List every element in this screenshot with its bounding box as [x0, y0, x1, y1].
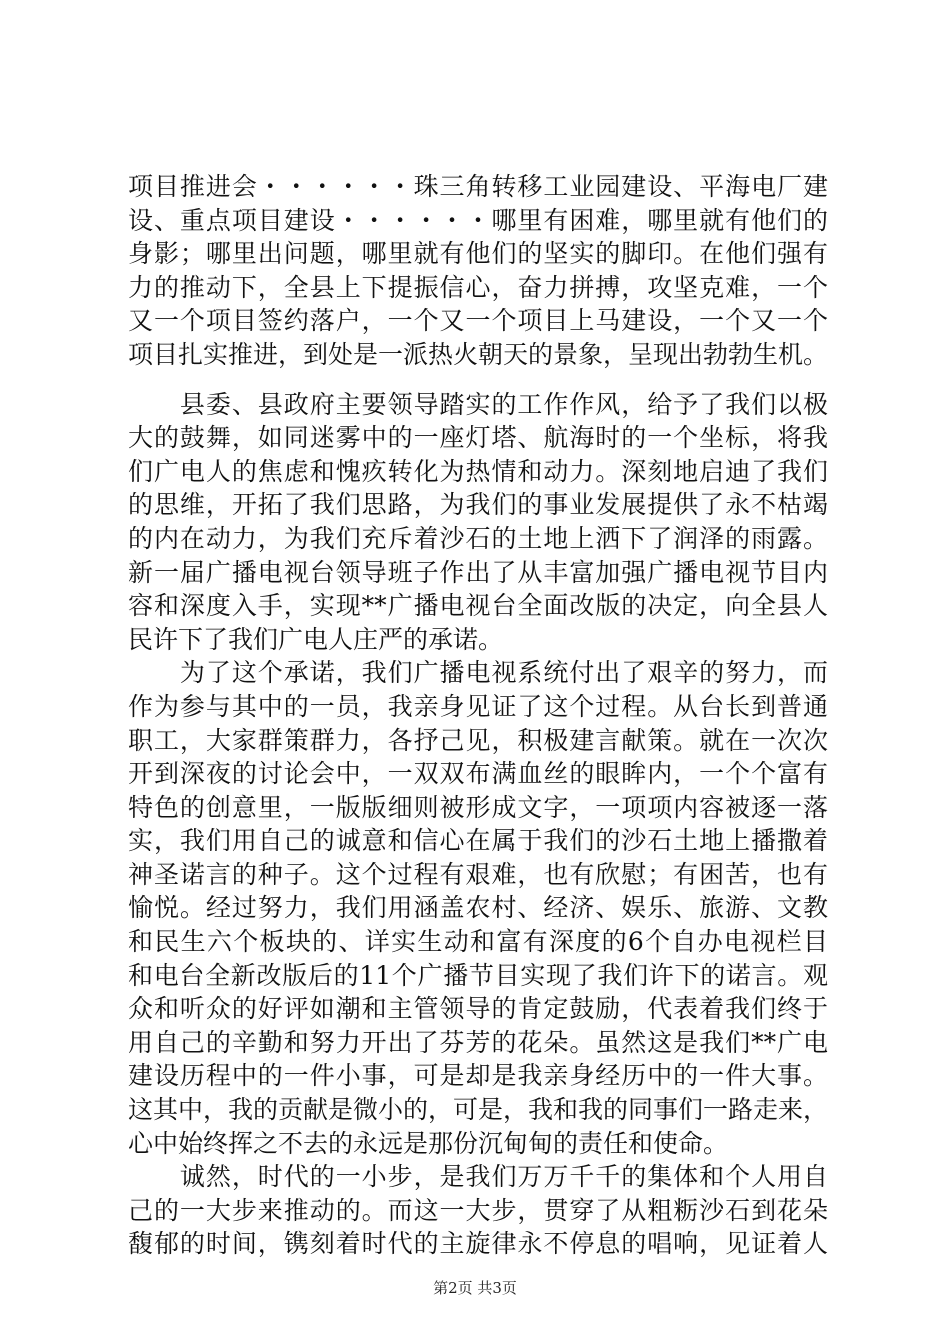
text-line: 的思维，开拓了我们思路，为我们的事业发展提供了永不枯竭	[128, 490, 828, 520]
text-line: 容和深度入手，实现**广播电视台全面改版的决定，向全县人	[128, 591, 828, 621]
paragraph-1	[128, 170, 828, 372]
paragraph-4	[128, 1160, 828, 1261]
paragraph-2	[128, 388, 828, 657]
text-line: 的内在动力，为我们充斥着沙石的土地上洒下了润泽的雨露。	[128, 523, 828, 553]
text-line: 项目扎实推进，到处是一派热火朝天的景象，呈现出勃勃生机。	[128, 339, 829, 369]
text-line: 为了这个承诺，我们广播电视系统付出了艰辛的努力，而	[128, 658, 828, 688]
text-line: 馥郁的时间，镌刻着时代的主旋律永不停息的唱响，见证着人	[128, 1229, 828, 1259]
text-line: 大的鼓舞，如同迷雾中的一座灯塔、航海时的一个坐标，将我	[128, 423, 828, 453]
text-line: 用自己的辛勤和努力开出了芬芳的花朵。虽然这是我们**广电	[128, 1027, 828, 1057]
text-line: 新一届广播电视台领导班子作出了从丰富加强广播电视节目内	[128, 557, 828, 587]
page-footer	[0, 1277, 950, 1298]
text-line: 作为参与其中的一员，我亲身见证了这个过程。从台长到普通	[128, 691, 828, 721]
paragraph-3	[128, 656, 828, 1160]
text-line: 神圣诺言的种子。这个过程有艰难，也有欣慰；有困苦，也有	[128, 859, 828, 889]
text-line: 和民生六个板块的、详实生动和富有深度的6个自办电视栏目	[128, 927, 828, 957]
text-line: 身影；哪里出问题，哪里就有他们的坚实的脚印。在他们强有	[128, 239, 828, 269]
text-line: 力的推动下，全县上下提振信心，奋力拼搏，攻坚克难，一个	[128, 272, 828, 302]
text-line: 诚然，时代的一小步，是我们万万千千的集体和个人用自	[128, 1162, 828, 1192]
text-line: 众和听众的好评如潮和主管领导的肯定鼓励，代表着我们终于	[128, 994, 828, 1024]
text-line: 项目推进会・・・・・・珠三角转移工业园建设、平海电厂建	[128, 172, 828, 201]
text-line: 实，我们用自己的诚意和信心在属于我们的沙石土地上播撒着	[128, 826, 828, 856]
document-body	[128, 170, 828, 1261]
text-line: 建设历程中的一件小事，可是却是我亲身经历中的一件大事。	[128, 1061, 828, 1091]
text-line: 设、重点项目建设・・・・・・哪里有困难，哪里就有他们的	[128, 205, 828, 235]
text-line: 心中始终挥之不去的永远是那份沉甸甸的责任和使命。	[128, 1128, 729, 1158]
text-line: 开到深夜的讨论会中，一双双布满血丝的眼眸内，一个个富有	[128, 759, 828, 789]
text-line: 们广电人的焦虑和愧疚转化为热情和动力。深刻地启迪了我们	[128, 456, 828, 486]
text-line: 又一个项目签约落户，一个又一个项目上马建设，一个又一个	[128, 306, 828, 336]
text-line: 民许下了我们广电人庄严的承诺。	[128, 624, 504, 654]
text-line: 和电台全新改版后的11个广播节目实现了我们许下的诺言。观	[128, 960, 828, 990]
text-line: 县委、县政府主要领导踏实的工作作风，给予了我们以极	[128, 389, 828, 419]
text-line: 这其中，我的贡献是微小的，可是，我和我的同事们一路走来，	[128, 1095, 829, 1125]
page-number-label: 第2页 共3页	[433, 1279, 517, 1297]
text-line: 己的一大步来推动的。而这一大步，贯穿了从粗粝沙石到花朵	[128, 1195, 828, 1225]
paragraph-spacer	[128, 372, 828, 388]
text-line: 特色的创意里，一版版细则被形成文字，一项项内容被逐一落	[128, 792, 828, 822]
text-line: 愉悦。经过努力，我们用涵盖农村、经济、娱乐、旅游、文教	[128, 893, 828, 923]
text-line: 职工，大家群策群力，各抒己见，积极建言献策。就在一次次	[128, 725, 828, 755]
